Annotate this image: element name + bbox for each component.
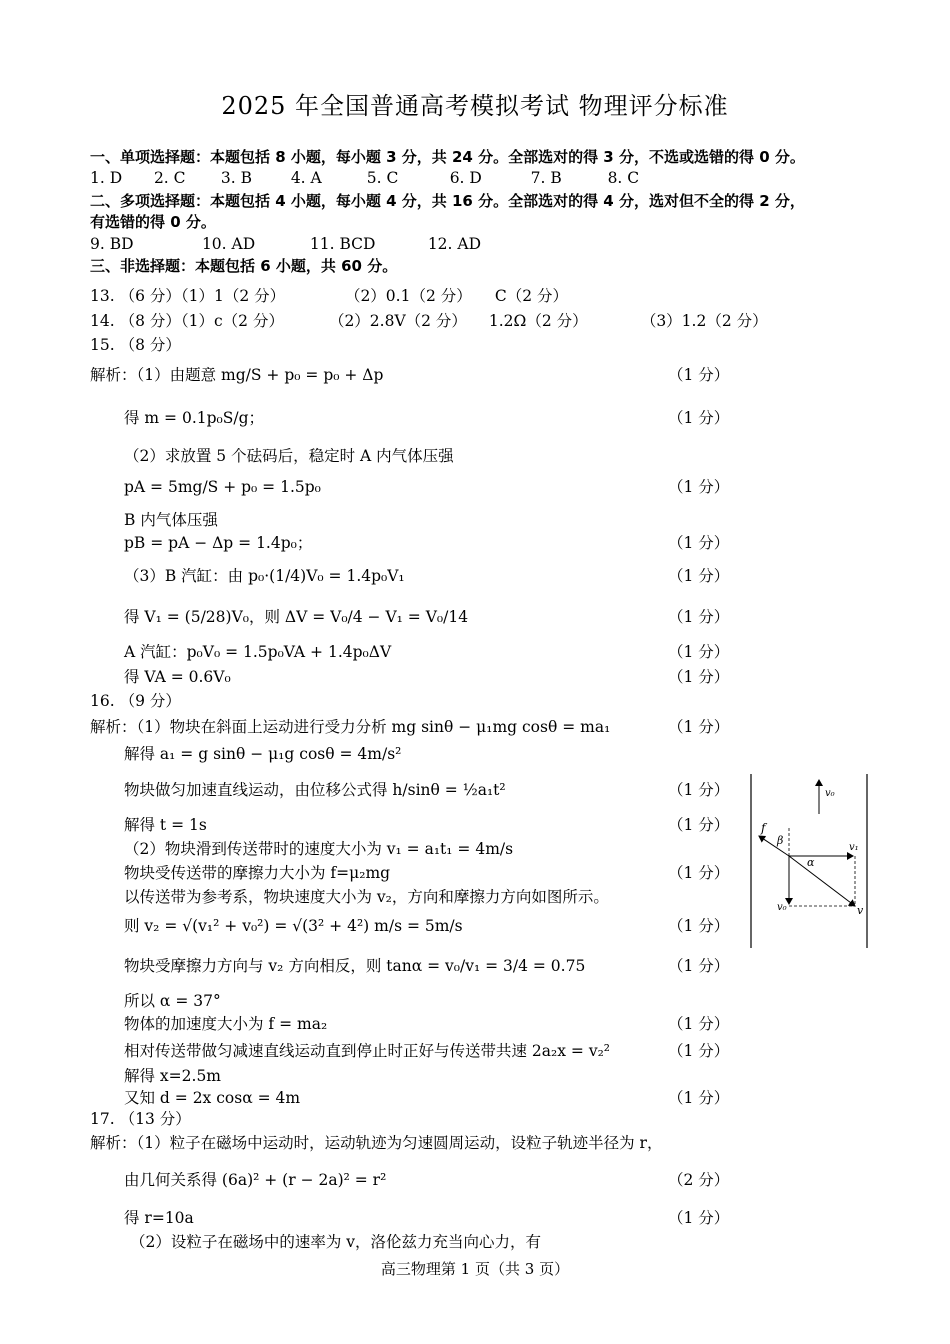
v0-bottom-label: v₀ xyxy=(777,902,787,913)
answer-9: 9. BD xyxy=(90,235,134,253)
q15-line-7: （3）B 汽缸：由 p₀·(1/4)V₀ = 1.4p₀V₁ xyxy=(124,567,405,585)
q17-line-3: 得 r=10a xyxy=(124,1209,194,1227)
q15-line-10: 得 VA = 0.6V₀ xyxy=(124,668,231,686)
q16-line-8: 则 v₂ = √(v₁² + v₀²) = √(3² + 4²) m/s = 5m/s xyxy=(124,917,463,935)
answer-1: 1. D xyxy=(90,169,123,187)
q14-part4: （3）1.2（2 分） xyxy=(640,312,768,330)
score: （1 分） xyxy=(668,668,730,686)
q14-line xyxy=(90,310,768,332)
score: （1 分） xyxy=(668,1089,730,1107)
q17-header: 17. （13 分） xyxy=(90,1110,191,1128)
section-2-header: 二、多项选择题：本题包括 4 小题，每小题 4 分，共 16 分。全部选对的得 4 分，选对但不全的得 2 分， xyxy=(90,192,805,210)
score: （1 分） xyxy=(668,957,730,975)
section-2-answers xyxy=(90,233,481,255)
score: （2 分） xyxy=(668,1171,730,1189)
q16-line-6: 物块受传送带的摩擦力大小为 f=μ₂mg xyxy=(124,864,391,882)
score: （1 分） xyxy=(668,917,730,935)
q16-line-10: 所以 α = 37° xyxy=(124,992,221,1010)
q17-line-4: （2）设粒子在磁场中的速率为 v，洛伦兹力充当向心力，有 xyxy=(130,1233,542,1251)
score: （1 分） xyxy=(668,643,730,661)
answer-2: 2. C xyxy=(153,169,186,187)
q13-line xyxy=(90,285,568,307)
score: （1 分） xyxy=(668,534,730,552)
q15-header: 15. （8 分） xyxy=(90,336,181,354)
answer-5: 5. C xyxy=(366,169,399,187)
q16-line-1: 解析：（1）物块在斜面上运动进行受力分析 mg sinθ − μ₁mg cosθ = ma₁ xyxy=(90,718,611,736)
q16-line-12: 相对传送带做匀减速直线运动直到停止时正好与传送带共速 2a₂x = v₂² xyxy=(124,1042,611,1060)
velocity-diagram xyxy=(745,770,875,950)
alpha-label: α xyxy=(807,856,815,869)
score: （1 分） xyxy=(668,718,730,736)
q13-part2: （2）0.1（2 分） xyxy=(344,287,472,305)
q16-line-9: 物块受摩擦力方向与 v₂ 方向相反，则 tanα = v₀/v₁ = 3/4 = 0.75 xyxy=(124,957,586,975)
q16-line-13: 解得 x=2.5m xyxy=(124,1067,222,1085)
q17-line-1: 解析：（1）粒子在磁场中运动时，运动轨迹为匀速圆周运动，设粒子轨迹半径为 r， xyxy=(90,1134,663,1152)
v-label: v xyxy=(857,904,864,917)
q15-line-9: A 汽缸：p₀V₀ = 1.5p₀VA + 1.4p₀ΔV xyxy=(124,643,392,661)
answer-11: 11. BCD xyxy=(309,235,376,253)
answer-3: 3. B xyxy=(220,169,252,187)
q16-line-3: 物块做匀加速直线运动，由位移公式得 h/sinθ = ½a₁t² xyxy=(124,781,506,799)
score: （1 分） xyxy=(668,478,730,496)
page-footer: 高三物理第 1 页（共 3 页） xyxy=(380,1260,570,1278)
section-2-header-cont: 有选错的得 0 分。 xyxy=(90,213,216,231)
section-1-answers xyxy=(90,167,639,189)
answer-8: 8. C xyxy=(607,169,640,187)
q16-header: 16. （9 分） xyxy=(90,692,181,710)
score: （1 分） xyxy=(668,864,730,882)
score: （1 分） xyxy=(668,567,730,585)
v1-label: v₁ xyxy=(849,842,859,853)
q16-line-5: （2）物块滑到传送带时的速度大小为 v₁ = a₁t₁ = 4m/s xyxy=(124,840,514,858)
v-arrow xyxy=(789,856,855,906)
q16-line-14: 又知 d = 2x cosα = 4m xyxy=(124,1089,301,1107)
answer-10: 10. AD xyxy=(201,235,256,253)
q16-line-7: 以传送带为参考系，物块速度大小为 v₂，方向和摩擦力方向如图所示。 xyxy=(124,888,609,906)
q16-line-4: 解得 t = 1s xyxy=(124,816,207,834)
q15-line-1: 解析：（1）由题意 mg/S + p₀ = p₀ + Δp xyxy=(90,366,384,384)
q16-line-11: 物体的加速度大小为 f = ma₂ xyxy=(124,1015,328,1033)
score: （1 分） xyxy=(668,816,730,834)
page-title: 2025 年全国普通高考模拟考试 物理评分标准 xyxy=(221,92,729,120)
score: （1 分） xyxy=(668,1209,730,1227)
score: （1 分） xyxy=(668,781,730,799)
beta-label: β xyxy=(777,834,784,847)
section-3-header: 三、非选择题：本题包括 6 小题，共 60 分。 xyxy=(90,257,398,275)
q15-line-2: 得 m = 0.1p₀S/g； xyxy=(124,409,265,427)
q14-part1: 14. （8 分）（1）c（2 分） xyxy=(90,312,284,330)
score: （1 分） xyxy=(668,1015,730,1033)
score: （1 分） xyxy=(668,608,730,626)
score: （1 分） xyxy=(668,409,730,427)
q15-line-3: （2）求放置 5 个砝码后，稳定时 A 内气体压强 xyxy=(124,447,454,465)
answer-6: 6. D xyxy=(449,169,482,187)
q14-part2: （2）2.8V（2 分） xyxy=(328,312,467,330)
q15-line-5: B 内气体压强 xyxy=(124,511,218,529)
q17-line-2: 由几何关系得 (6a)² + (r − 2a)² = r² xyxy=(124,1171,387,1189)
score: （1 分） xyxy=(668,1042,730,1060)
friction-arrow xyxy=(759,836,789,856)
score: （1 分） xyxy=(668,366,730,384)
answer-7: 7. B xyxy=(530,169,562,187)
q15-line-8: 得 V₁ = (5/28)V₀，则 ΔV = V₀/4 − V₁ = V₀/14 xyxy=(124,608,469,626)
answer-4: 4. A xyxy=(290,169,322,187)
q15-line-6: pB = pA − Δp = 1.4p₀； xyxy=(124,534,313,552)
v0-top-label: v₀ xyxy=(825,788,835,799)
q16-line-2: 解得 a₁ = g sinθ − μ₁g cosθ = 4m/s² xyxy=(124,745,402,763)
q13-part1: 13. （6 分）（1）1（2 分） xyxy=(90,287,286,305)
q13-part3: C（2 分） xyxy=(494,287,569,305)
q15-line-4: pA = 5mg/S + p₀ = 1.5p₀ xyxy=(124,478,321,496)
section-1-header: 一、单项选择题：本题包括 8 小题，每小题 3 分，共 24 分。全部选对的得 3 分，不选或选错的得 0 分。 xyxy=(90,148,805,166)
answer-12: 12. AD xyxy=(427,235,482,253)
q14-part3: 1.2Ω（2 分） xyxy=(488,312,588,330)
f-label: f xyxy=(761,821,766,835)
